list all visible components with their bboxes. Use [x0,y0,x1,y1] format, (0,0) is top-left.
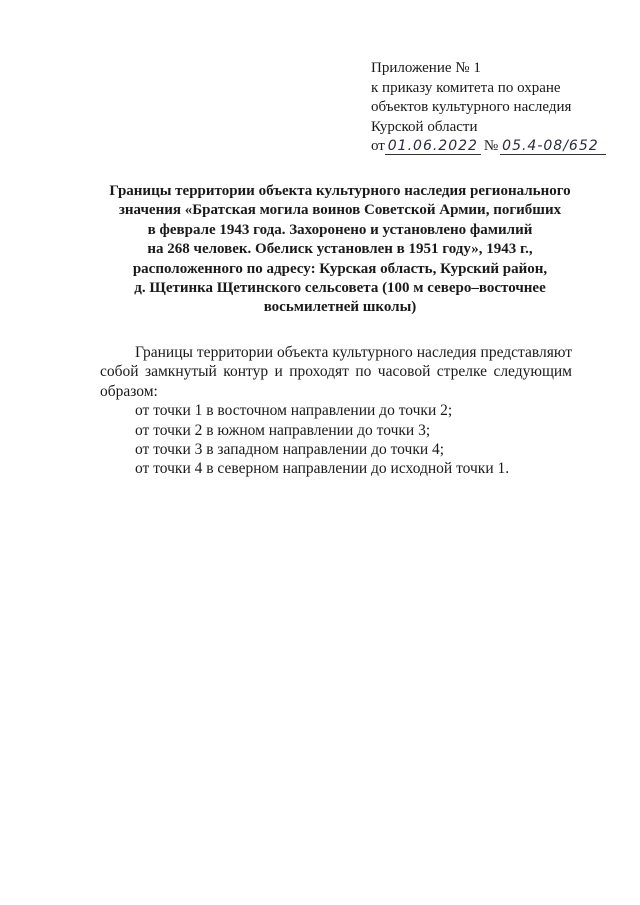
appendix-header [371,59,621,157]
title-line: на 268 человек. Обелиск установлен в 1951 году», 1943 г., [147,241,533,258]
title-line: Границы территории объекта культурного наследия регионального [109,183,571,199]
boundary-point-item: от точки 3 в западном направлении до точки 4; [135,441,445,459]
title-line: значения «Братская могила воинов Советской Армии, погибших [118,202,562,219]
appendix-region: Курской области [371,118,478,135]
boundary-point-item: от точки 1 в восточном направлении до точки 2; [135,402,453,420]
from-label: от [371,138,385,154]
handwritten-date: 01.06.2022 [385,139,481,155]
boundary-point-item: от точки 2 в южном направлении до точки 3; [135,421,431,439]
title-line: восьмилетней школы) [263,299,417,316]
document-title [92,182,588,318]
intro-paragraph: Границы территории объекта культурного наследия представляют собой замкнутый контур и проходят по часовой стрелке следующим образом: [100,344,572,400]
appendix-committee: объектов культурного наследия [371,99,572,115]
number-sign: № [483,138,499,154]
title-line: расположенного по адресу: Курская область, Курский район, [132,260,548,277]
appendix-title: Приложение № 1 [371,60,481,76]
appendix-order-ref: к приказу комитета по охране [371,79,561,96]
appendix-date-number [371,137,621,157]
boundary-point-item: от точки 4 в северном направлении до исходной точки 1. [135,460,510,478]
title-line: в феврале 1943 года. Захоронено и установлено фамилий [147,221,533,238]
document-body [100,343,572,479]
title-line: д. Щетинка Щетинского сельсовета (100 м северо–восточнее [134,280,546,297]
handwritten-order-number: 05.4-08/652 [500,139,606,155]
